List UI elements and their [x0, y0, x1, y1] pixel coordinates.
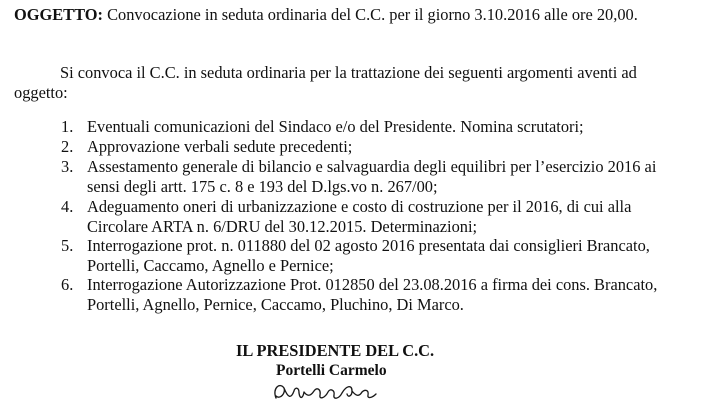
agenda-item-text — [87, 157, 667, 197]
president-title: IL PRESIDENTE DEL C.C. — [236, 341, 435, 360]
agenda-item-line: Interrogazione prot. n. 011880 del 02 agosto 2016 presentata dai consiglieri Brancato, — [87, 236, 650, 255]
agenda-item-text — [87, 236, 667, 276]
agenda-item-line: sensi degli artt. 175 c. 8 e 193 del D.lgs.vo n. 267/00; — [87, 177, 438, 196]
agenda-item-line: Eventuali comunicazioni del Sindaco e/o del Presidente. Nomina scrutatori; — [87, 117, 584, 136]
intro-line-1: Si convoca il C.C. in seduta ordinaria per la trattazione dei seguenti argomenti aventi ad — [60, 63, 637, 82]
agenda-item-line: Portelli, Caccamo, Agnello e Pernice; — [87, 256, 334, 275]
agenda-item-number: 4. — [61, 197, 74, 216]
agenda-item-text — [87, 197, 667, 237]
agenda-item-number: 2. — [61, 137, 74, 156]
agenda-item-number: 5. — [61, 236, 74, 255]
agenda-item-number: 1. — [61, 117, 74, 136]
subject-label: OGGETTO: — [14, 5, 103, 24]
agenda-item-line: Assestamento generale di bilancio e salvaguardia degli equilibri per l’esercizio 2016 ai — [87, 157, 657, 176]
agenda-item-line: Circolare ARTA n. 6/DRU del 30.12.2015. Determinazioni; — [87, 217, 478, 236]
agenda-item-line: Approvazione verbali sedute precedenti; — [87, 137, 353, 156]
agenda-item-number: 3. — [61, 157, 74, 176]
president-name: Portelli Carmelo — [276, 362, 387, 379]
agenda-item-line: Interrogazione Autorizzazione Prot. 012850 del 23.08.2016 a firma dei cons. Brancato, — [87, 275, 658, 294]
intro-line-2: oggetto: — [14, 83, 68, 102]
agenda-item-text — [87, 275, 667, 315]
handwritten-signature-icon — [270, 380, 380, 404]
agenda-item-text — [87, 137, 667, 157]
subject-text: Convocazione in seduta ordinaria del C.C. per il giorno 3.10.2016 alle ore 20,00. — [107, 5, 638, 24]
agenda-item-line: Portelli, Agnello, Pernice, Caccamo, Pluchino, Di Marco. — [87, 295, 464, 314]
signature-block — [236, 341, 456, 380]
agenda-item-text — [87, 117, 667, 137]
agenda-item-line: Adeguamento oneri di urbanizzazione e costo di costruzione per il 2016, di cui alla — [87, 197, 632, 216]
intro-paragraph — [14, 63, 694, 103]
agenda-item-number: 6. — [61, 275, 74, 294]
subject-line — [14, 5, 638, 25]
